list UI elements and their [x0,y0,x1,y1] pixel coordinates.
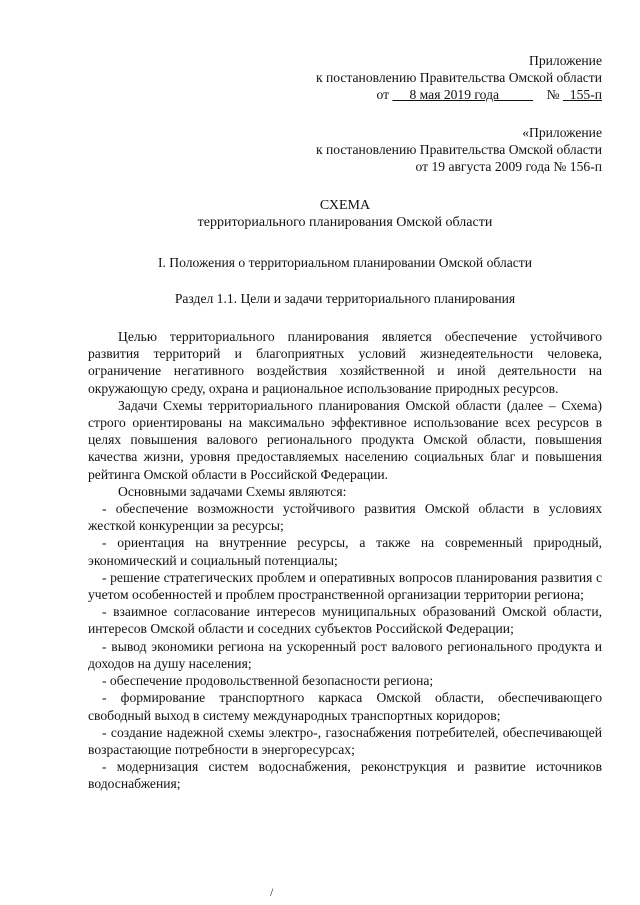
list-item: - формирование транспортного каркаса Омской области, обеспечивающего свободный выход в систему международных транспортных коридоров; [88,690,602,723]
number-value: 155-п [569,87,602,103]
appendix-line-2: к постановлению Правительства Омской области [315,70,602,86]
document-subtitle: территориального планирования Омской области [197,215,493,231]
section-subheading: Раздел 1.1. Цели и задачи территориального планирования [174,290,516,306]
document-page [88,52,602,793]
list-item: - взаимное согласование интересов муниципальных образований Омской области, интересов Омской области и соседних субъектов Российской Федерации; [88,604,602,637]
list-item: - решение стратегических проблем и оперативных вопросов планирования развития с учетом особенностей и проблем пространственной организации территории региона; [88,569,602,603]
document-title: СХЕМА [319,198,371,214]
list-item: - обеспечение продовольственной безопасности региона; [102,673,434,689]
prev-appendix-line-3: от 19 августа 2009 года № 156-п [415,159,602,175]
date-value: 8 мая 2019 года [409,87,500,103]
appendix-block [88,52,602,104]
date-prefix: от [376,87,390,103]
list-item: - вывод экономики региона на ускоренный рост валового регионального продукта и доходов на душу населения; [88,638,602,671]
list-item: - обеспечение возможности устойчивого развития Омской области в условиях жесткой конкуренции за ресурсы; [88,501,602,534]
prev-appendix-line-2: к постановлению Правительства Омской области [315,141,602,157]
appendix-line-1: Приложение [529,53,602,68]
paragraph-tasks: Задачи Схемы территориального планирования Омской области (далее – Схема) строго ориентированы на максимально эффективное использование всех ресурсов в целях повышения валового регионального продукта Омской области, повышения качества жизни, уровня предоставляемых населению социальных благ и повышения рейтинга Омской области в Российской Федерации. [88,397,602,482]
list-item: - ориентация на внутренние ресурсы, а также на современный природный, экономический и социальный потенциалы; [88,535,602,568]
paragraph-goal: Целью территориального планирования является обеспечение устойчивого развития территорий и благоприятных условий жизнедеятельности человека, ограничение негативного воздействия хозяйственной и иной деятельности на окружающую среду, охрана и рациональное использование природных ресурсов. [88,329,602,396]
page-mark: / [270,885,274,899]
list-item: - создание надежной схемы электро-, газоснабжения потребителей, обеспечивающей возрастающие потребности в энергоресурсах; [88,724,602,757]
paragraph-main-tasks: Основными задачами Схемы являются: [118,483,347,499]
number-prefix: № [546,87,560,103]
appendix-date-line [88,86,602,103]
previous-appendix-block [88,124,602,176]
prev-appendix-line-1: «Приложение [522,124,602,140]
section-heading: I. Положения о территориальном планировании Омской области [157,254,533,270]
list-item: - модернизация систем водоснабжения, реконструкция и развитие источников водоснабжения; [88,759,602,792]
